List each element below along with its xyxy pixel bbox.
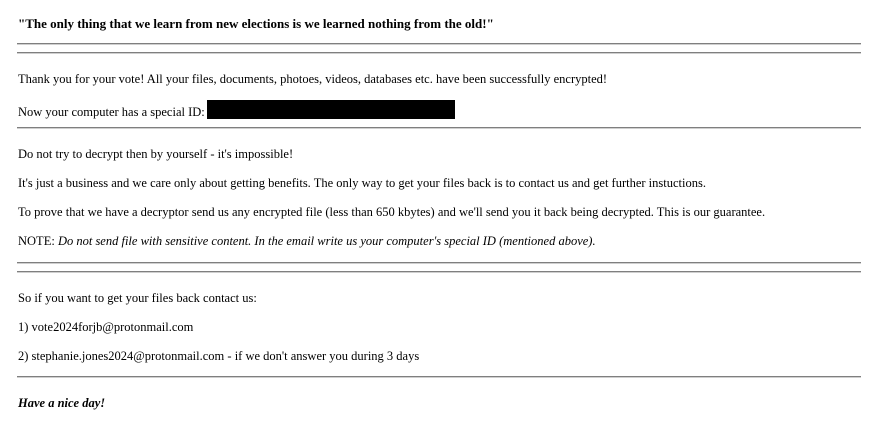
redacted-id-box [207, 100, 455, 119]
email-2-condition: - if we don't answer you during 3 days [227, 349, 420, 363]
note-text: Do not send file with sensitive content. In the email write us your computer's special ID (mentioned above). [57, 234, 596, 248]
signoff: Have a nice day! [18, 396, 106, 410]
email-2-prefix: 2) [18, 349, 29, 363]
divider [17, 52, 861, 54]
guarantee-statement: To prove that we have a decryptor send us any encrypted file (less than 650 kbytes) and we'll send you it back being decrypted. This is our guarantee. [18, 205, 766, 219]
divider [17, 43, 861, 45]
note-label: NOTE: [18, 234, 55, 248]
special-id-label: Now your computer has a special ID: [18, 105, 205, 119]
contact-intro: So if you want to get your files back contact us: [18, 291, 257, 305]
email-2-address[interactable]: stephanie.jones2024@protonmail.com [31, 349, 225, 363]
divider [17, 262, 861, 264]
note-line [18, 234, 596, 249]
special-id-row [18, 100, 455, 120]
headline-quote: "The only thing that we learn from new elections is we learned nothing from the old!" [18, 16, 494, 31]
contact-email-2 [18, 349, 419, 364]
contact-email-1 [18, 320, 193, 335]
divider [17, 376, 861, 378]
encryption-notice: Thank you for your vote! All your files, documents, photoes, videos, databases etc. have been successfully encrypted! [18, 72, 608, 86]
email-1-prefix: 1) [18, 320, 29, 334]
divider [17, 271, 861, 273]
decrypt-warning: Do not try to decrypt then by yourself - it's impossible! [18, 147, 294, 161]
email-1-address[interactable]: vote2024forjb@protonmail.com [31, 320, 194, 334]
divider [17, 127, 861, 129]
business-statement: It's just a business and we care only about getting benefits. The only way to get your files back is to contact us and get further instuctions. [18, 176, 706, 190]
